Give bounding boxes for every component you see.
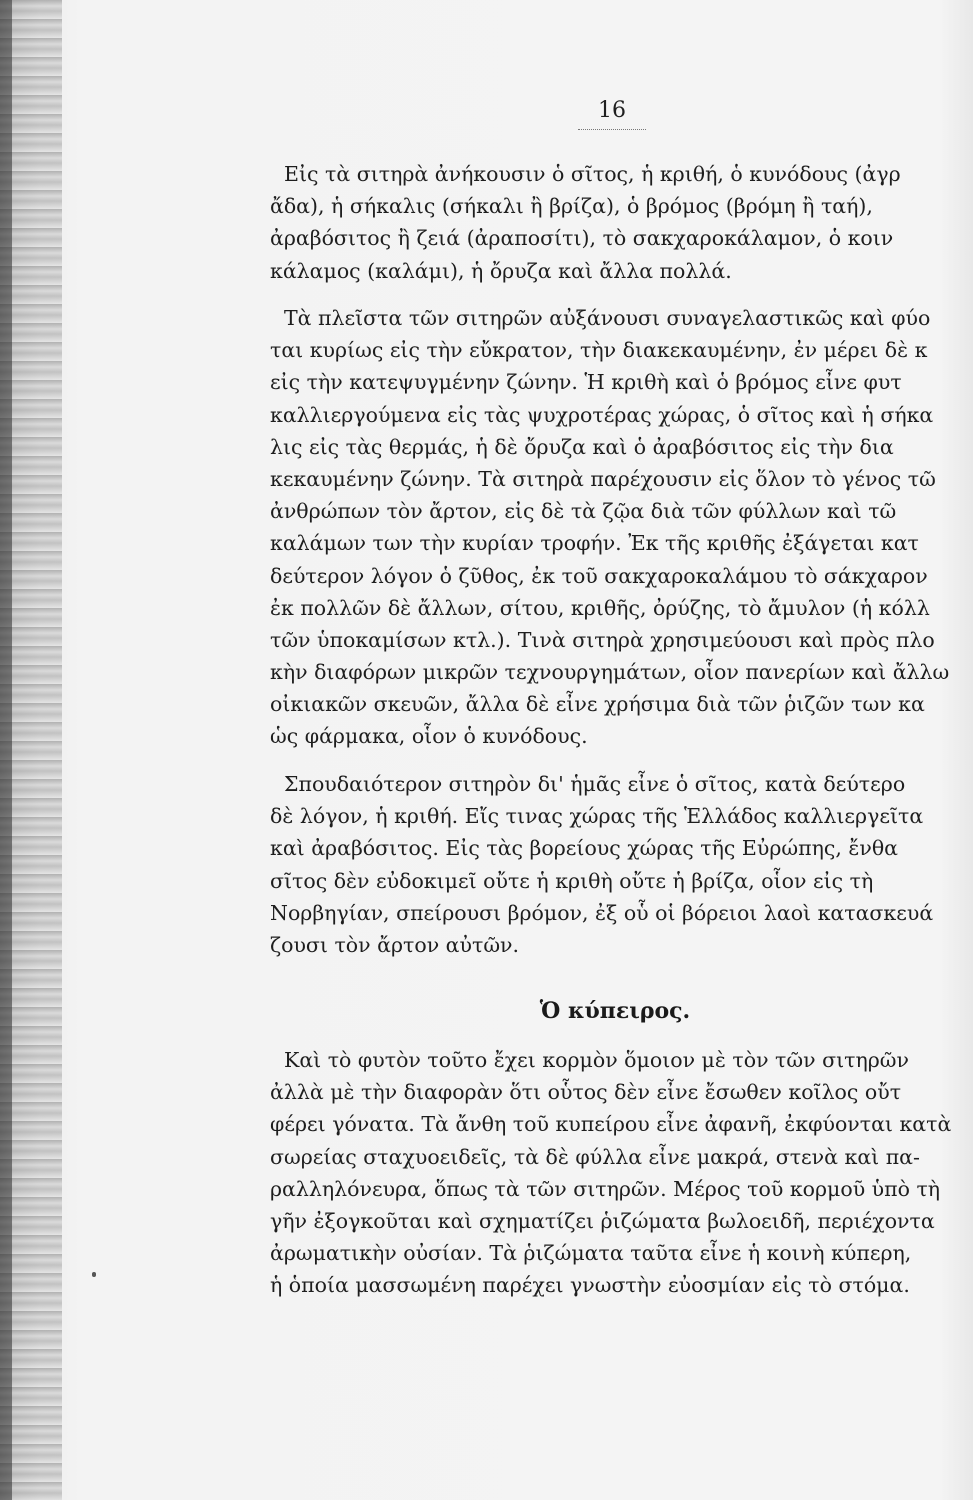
text-line: Σπουδαιότερον σιτηρὸν δι' ἡμᾶς εἶνε ὁ σῖτος, κατὰ δεύτερο bbox=[284, 772, 906, 796]
text-line: οἰκιακῶν σκευῶν, ἄλλα δὲ εἶνε χρήσιμα διὰ τῶν ῥιζῶν των κα bbox=[270, 692, 925, 717]
text-line: τῶν ὑποκαμίσων κτλ.). Τινὰ σιτηρὰ χρησιμεύουσι καὶ πρὸς πλο bbox=[270, 627, 935, 652]
paragraph-cereals-growth bbox=[270, 302, 960, 753]
text-line: καλλιεργούμενα εἰς τὰς ψυχροτέρας χώρας, ὁ σῖτος καὶ ἡ σήκα bbox=[270, 402, 934, 427]
text-line: Εἰς τὰ σιτηρὰ ἀνήκουσιν ὁ σῖτος, ἡ κριθή, ὁ κυνόδους (ἀγρ bbox=[284, 162, 901, 186]
text-line: φέρει γόνατα. Τὰ ἄνθη τοῦ κυπείρου εἶνε ἀφανῆ, ἐκφύονται κατὰ bbox=[270, 1112, 952, 1137]
paragraph-wheat-importance bbox=[270, 768, 960, 961]
section-heading: Ὁ κύπειρος. bbox=[539, 998, 691, 1024]
text-line: λις εἰς τὰς θερμάς, ἡ δὲ ὄρυζα καὶ ὁ ἀραβόσιτος εἰς τὴν δια bbox=[270, 434, 894, 459]
text-line: κεκαυμένην ζώνην. Τὰ σιτηρὰ παρέχουσιν εἰς ὅλον τὸ γένος τῶ bbox=[270, 466, 936, 491]
text-line: δὲ λόγον, ἡ κριθή. Εἴς τινας χώρας τῆς Ἑλλάδος καλλιεργεῖτα bbox=[270, 804, 924, 829]
text-line: καὶ ἀραβόσιτος. Εἰς τὰς βορείους χώρας τῆς Εὐρώπης, ἔνθα bbox=[270, 836, 899, 861]
text-line: εἰς τὴν κατεψυγμένην ζώνην. Ἡ κριθὴ καὶ ὁ βρόμος εἶνε φυτ bbox=[270, 370, 902, 395]
text-line: Καὶ τὸ φυτὸν τοῦτο ἔχει κορμὸν ὅμοιον μὲ τὸν τῶν σιτηρῶν bbox=[284, 1048, 909, 1072]
text-line: γῆν ἐξογκοῦται καὶ σχηματίζει ῥιζώματα βωλοειδῆ, περιέχοντα bbox=[270, 1208, 935, 1233]
text-line: ὡς φάρμακα, οἷον ὁ κυνόδους. bbox=[270, 724, 588, 749]
text-line: ἄδα), ἡ σήκαλις (σήκαλι ἢ βρίζα), ὁ βρόμος (βρόμη ἢ ταή), bbox=[270, 194, 873, 219]
paragraph-cyperus bbox=[270, 1044, 960, 1302]
page-number: 16 bbox=[578, 98, 646, 130]
ink-speck bbox=[92, 1272, 96, 1277]
text-line: κάλαμος (καλάμι), ἡ ὄρυζα καὶ ἄλλα πολλά. bbox=[270, 258, 732, 283]
text-line: ραλληλόνευρα, ὅπως τὰ τῶν σιτηρῶν. Μέρος τοῦ κορμοῦ ὑπὸ τὴ bbox=[270, 1176, 941, 1201]
text-line: δεύτερον λόγον ὁ ζῦθος, ἐκ τοῦ σακχαροκαλάμου τὸ σάκχαρον bbox=[270, 563, 928, 588]
text-line: ἀραβόσιτος ἢ ζειά (ἀραποσίτι), τὸ σακχαροκάλαμον, ὁ κοιν bbox=[270, 226, 894, 251]
text-line: ἀλλὰ μὲ τὴν διαφορὰν ὅτι οὗτος δὲν εἶνε ἔσωθεν κοῖλος οὔτ bbox=[270, 1080, 902, 1105]
text-line: ἡ ὁποία μασσωμένη παρέχει γνωστὴν εὐοσμίαν εἰς τὸ στόμα. bbox=[270, 1273, 910, 1298]
text-line: καλάμων των τὴν κυρίαν τροφήν. Ἐκ τῆς κριθῆς ἐξάγεται κατ bbox=[270, 531, 919, 556]
text-line: σῖτος δὲν εὐδοκιμεῖ οὔτε ἡ κριθὴ οὔτε ἡ βρίζα, οἷον εἰς τὴ bbox=[270, 868, 874, 893]
text-line: σωρείας σταχυοειδεῖς, τὰ δὲ φύλλα εἶνε μακρά, στενὰ καὶ πα- bbox=[270, 1144, 920, 1169]
binding-shadow bbox=[0, 0, 12, 1500]
paragraph-cereals-list bbox=[270, 158, 960, 287]
text-line: κὴν διαφόρων μικρῶν τεχνουργημάτων, οἷον πανερίων καὶ ἄλλω bbox=[270, 660, 950, 685]
text-line: ἀνθρώπων τὸν ἄρτον, εἰς δὲ τὰ ζῷα διὰ τῶν φύλλων καὶ τῶ bbox=[270, 499, 897, 524]
text-line: ται κυρίως εἰς τὴν εὔκρατον, τὴν διακεκαυμένην, ἐν μέρει δὲ κ bbox=[270, 338, 928, 363]
text-line: ἀρωματικὴν οὐσίαν. Τὰ ῥιζώματα ταῦτα εἶνε ἡ κοινὴ κύπερη, bbox=[270, 1241, 912, 1266]
text-line: Νορβηγίαν, σπείρουσι βρόμον, ἐξ οὗ οἱ βόρειοι λαοὶ κατασκευά bbox=[270, 900, 934, 925]
text-line: Τὰ πλεῖστα τῶν σιτηρῶν αὐξάνουσι συναγελαστικῶς καὶ φύο bbox=[284, 306, 931, 330]
text-line: ζουσι τὸν ἄρτον αὐτῶν. bbox=[270, 932, 520, 957]
text-line: ἐκ πολλῶν δὲ ἄλλων, σίτου, κριθῆς, ὀρύζης, τὸ ἄμυλον (ἡ κόλλ bbox=[270, 595, 930, 620]
